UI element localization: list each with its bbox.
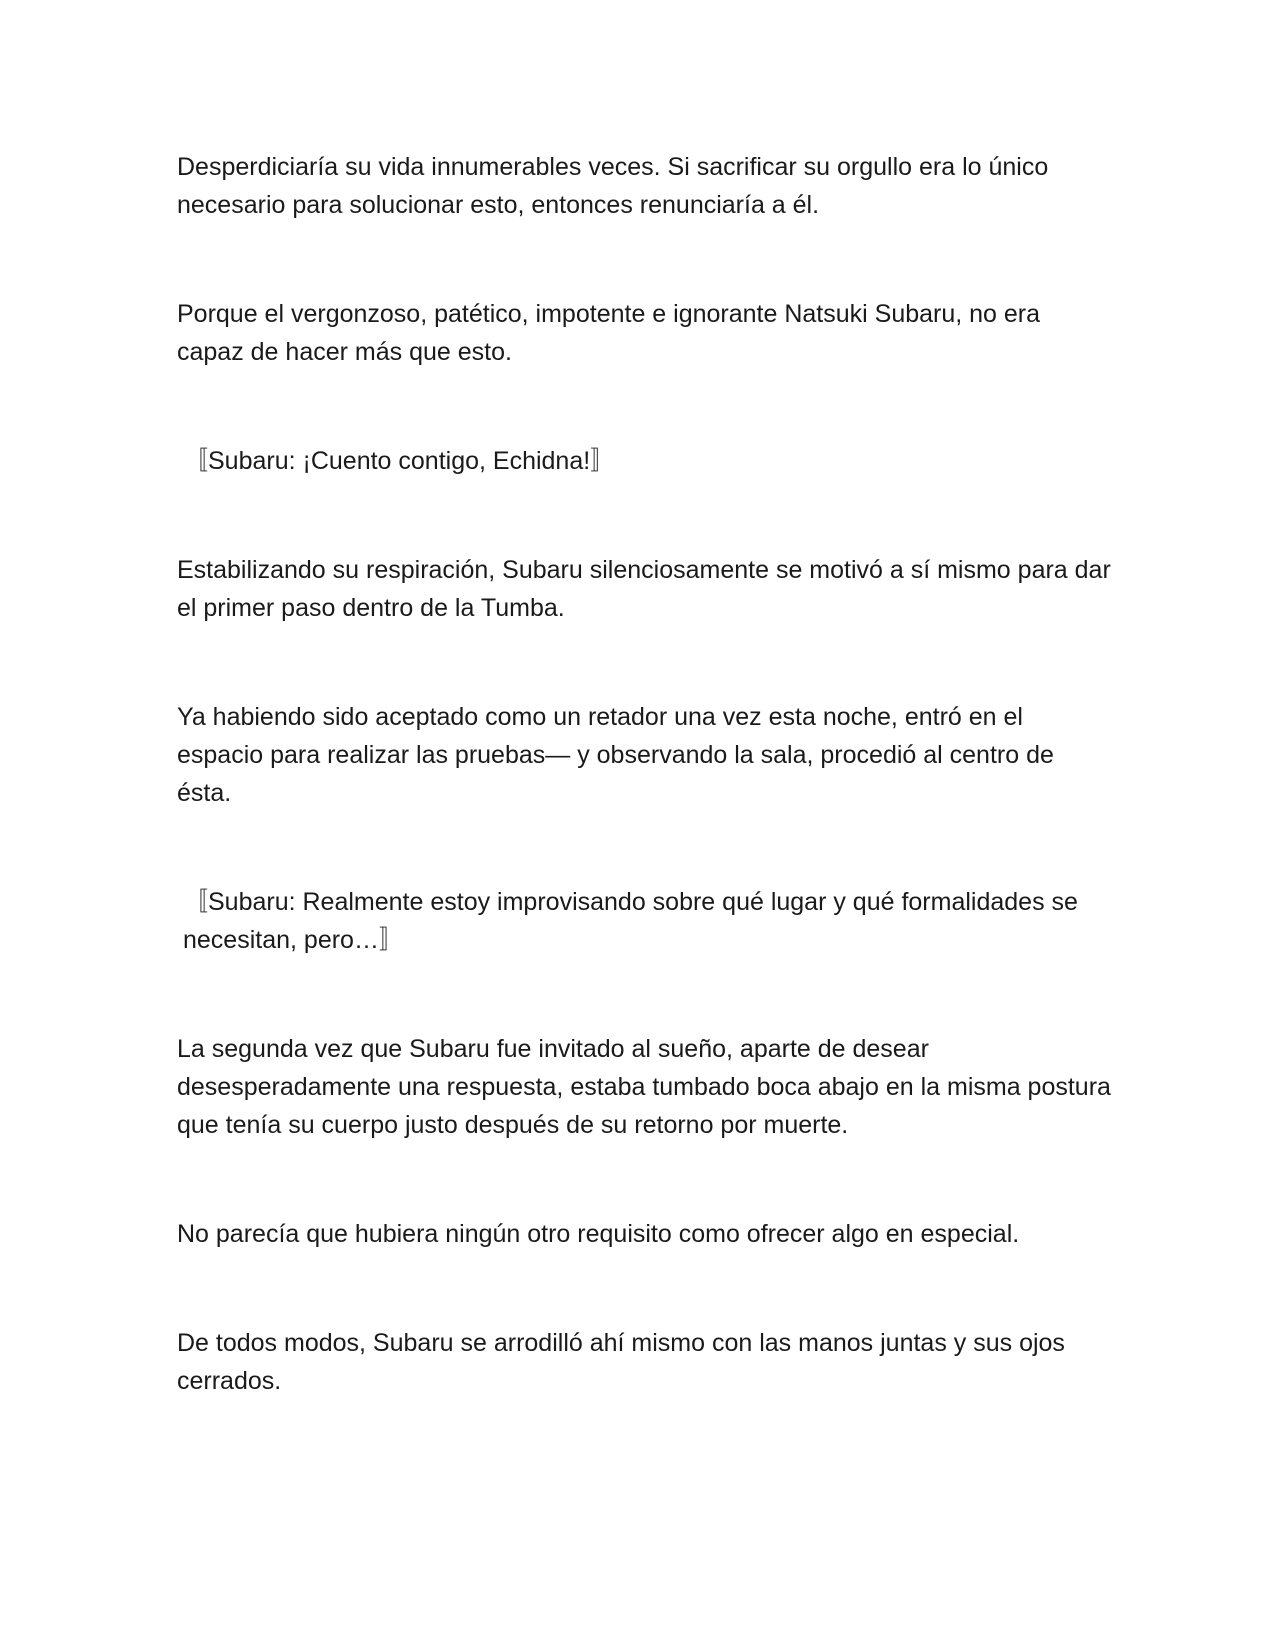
document-body — [177, 148, 1112, 1471]
dialogue-line: 〚Subaru: Realmente estoy improvisando sobre qué lugar y qué formalidades se necesitan, pero…〛 — [183, 888, 1078, 954]
paragraph: No parecía que hubiera ningún otro requisito como ofrecer algo en especial. — [177, 1220, 1020, 1248]
paragraph: Porque el vergonzoso, patético, impotente e ignorante Natsuki Subaru, no era capaz de hacer más que esto. — [177, 300, 1041, 366]
paragraph: Ya habiendo sido aceptado como un retador una vez esta noche, entró en el espacio para realizar las pruebas— y observando la sala, procedió al centro de ésta. — [177, 703, 1054, 807]
paragraph: Estabilizando su respiración, Subaru silenciosamente se motivó a sí mismo para dar el primer paso dentro de la Tumba. — [177, 556, 1111, 622]
dialogue-line: 〚Subaru: ¡Cuento contigo, Echidna!〛 — [183, 447, 616, 475]
paragraph: De todos modos, Subaru se arrodilló ahí mismo con las manos juntas y sus ojos cerrados. — [177, 1329, 1065, 1395]
paragraph: La segunda vez que Subaru fue invitado al sueño, aparte de desear desesperadamente una respuesta, estaba tumbado boca abajo en la misma postura que tenía su cuerpo justo después de su retorno por muerte. — [177, 1035, 1111, 1139]
paragraph: Desperdiciaría su vida innumerables veces. Si sacrificar su orgullo era lo único necesario para solucionar esto, entonces renunciaría a él. — [177, 153, 1049, 219]
